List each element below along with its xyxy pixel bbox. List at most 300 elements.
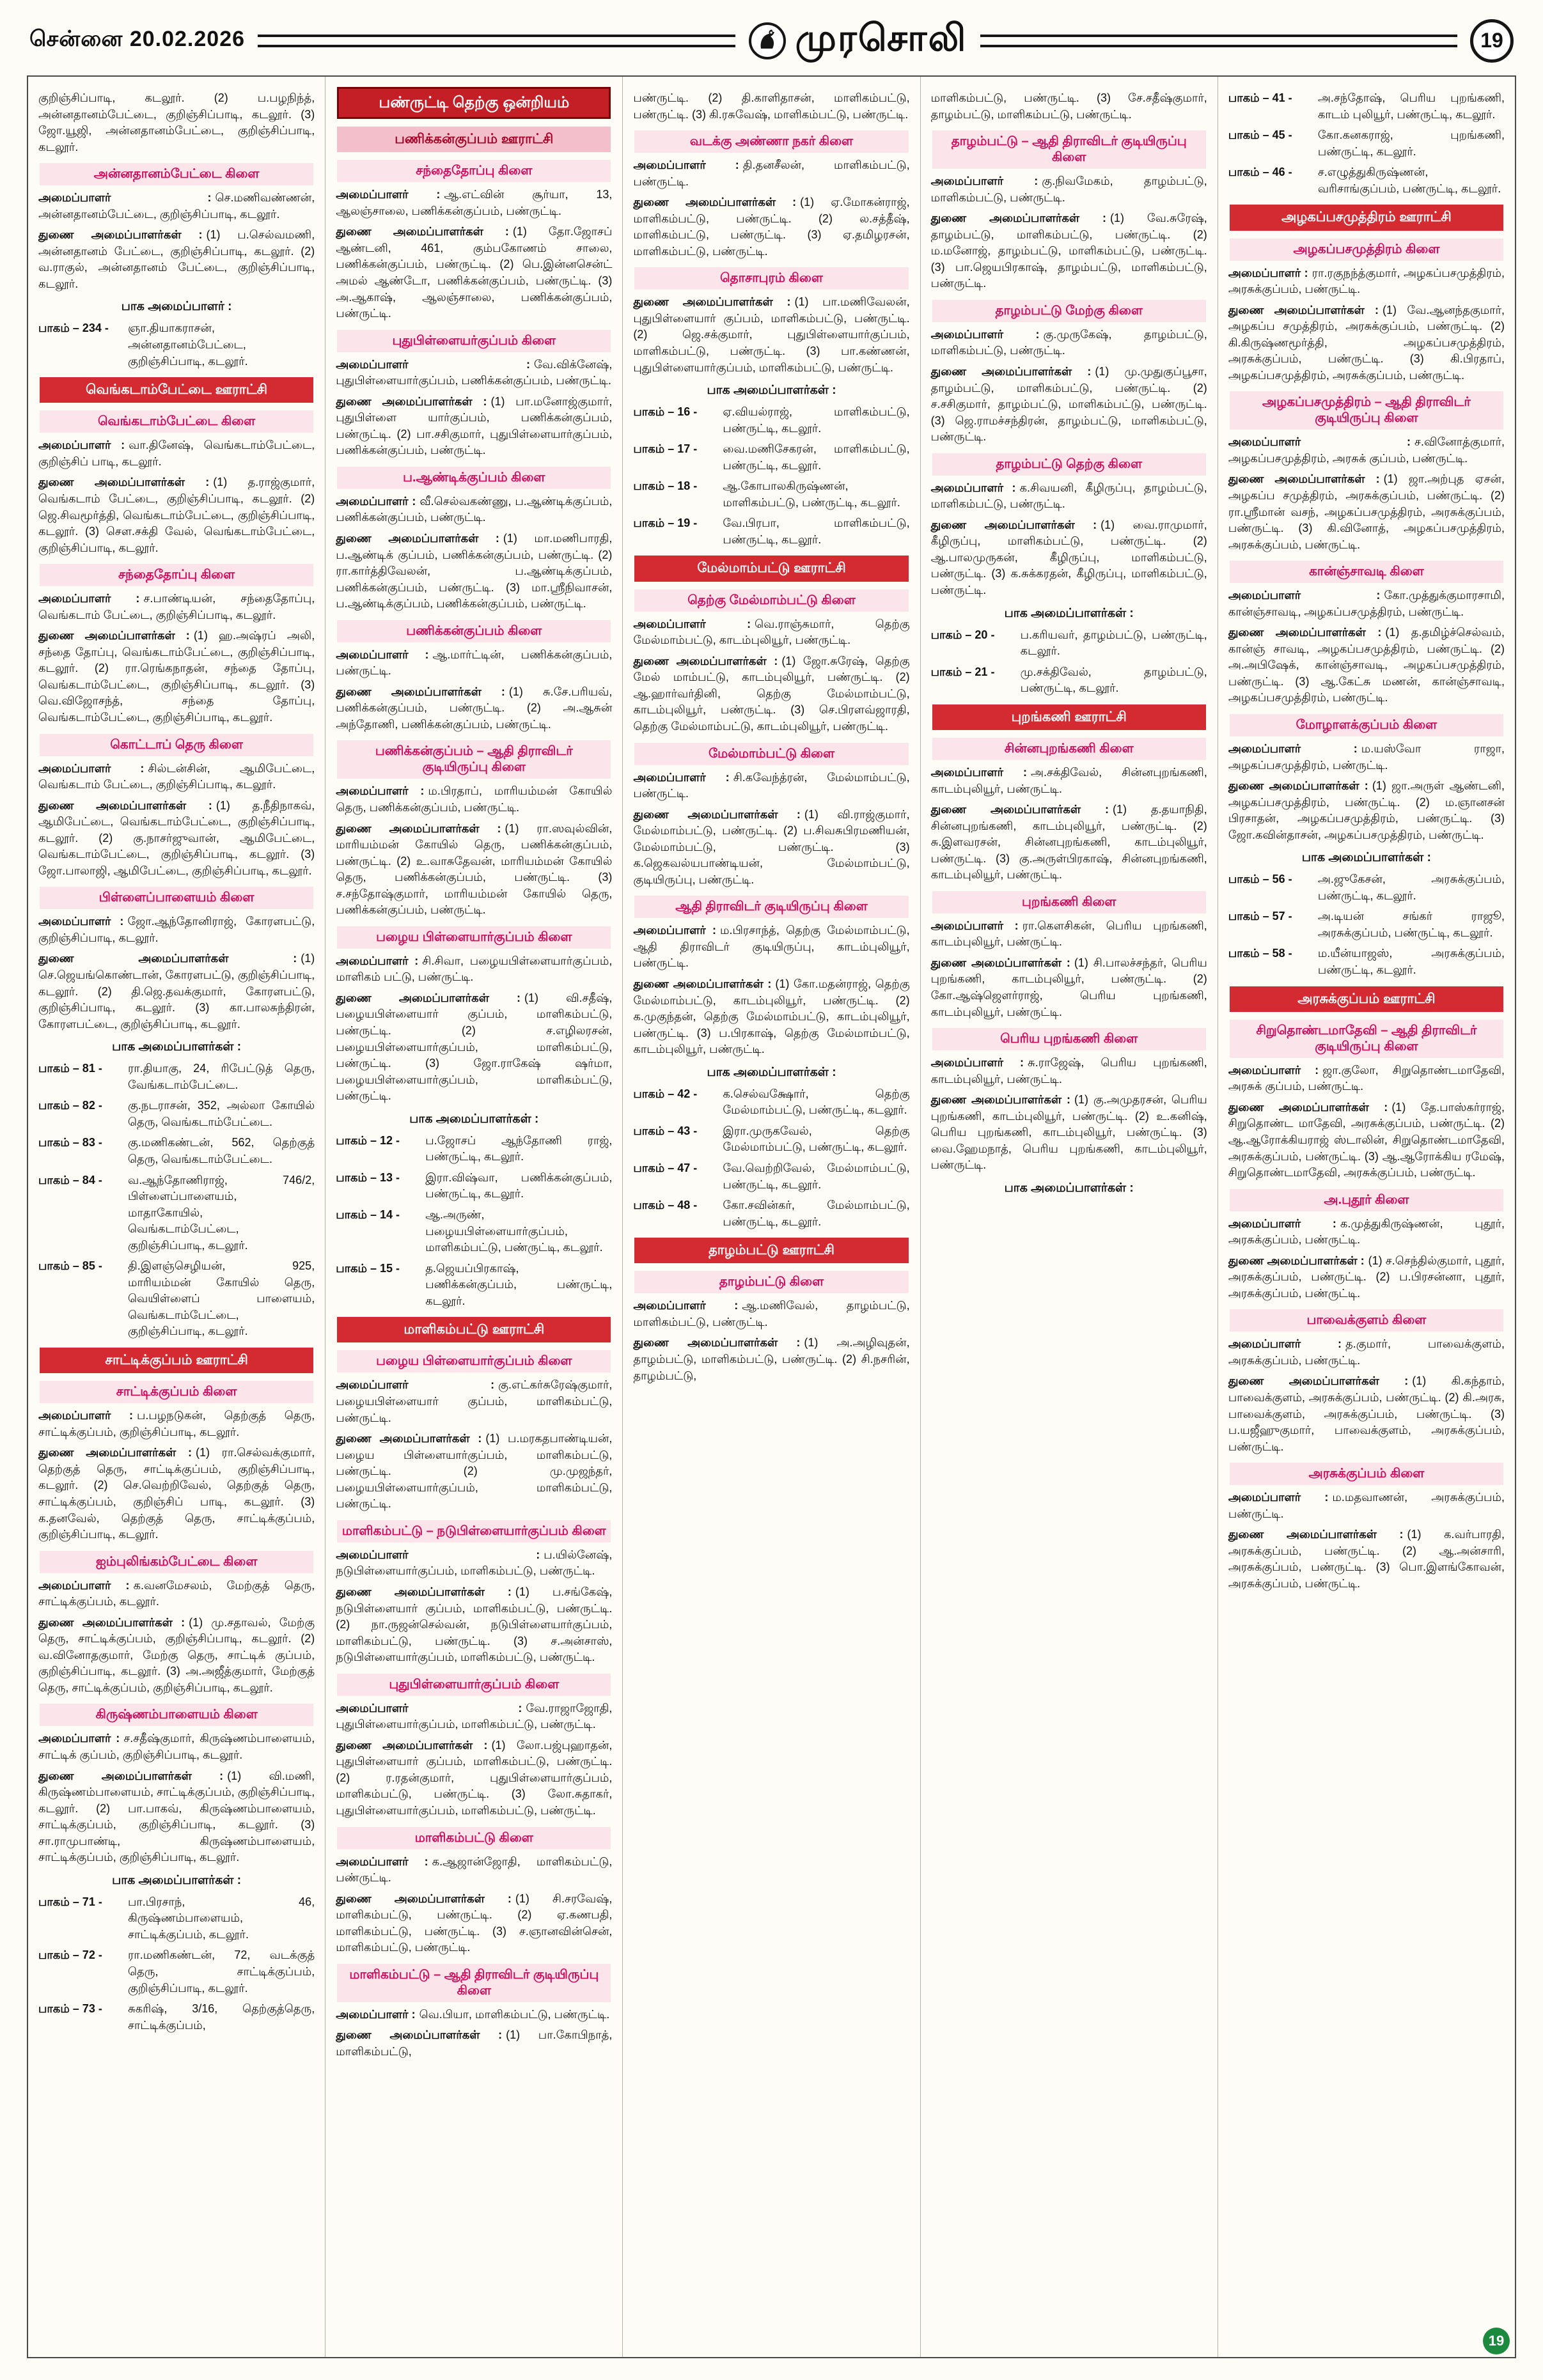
paragraph-text: கோ.முத்துக்குமாரசாமி, கான்ஞ்சாவடி, அழகப்பசமுத்திரம், பண்ருட்டி.	[1228, 589, 1505, 618]
body-paragraph	[336, 1547, 612, 1580]
branch-heading: சந்தைதோப்பு கிளை	[337, 160, 611, 182]
part-entry	[38, 1258, 315, 1340]
branch-heading: சின்னபுறங்கணி கிளை	[932, 738, 1206, 760]
body-paragraph	[336, 990, 612, 1105]
columns-container	[27, 75, 1516, 2358]
part-text: அ.டியன் சங்கர் ராஜூ, அரசுக்குப்பம், பண்ருட்டி, கடலூர்.	[1317, 910, 1505, 939]
paragraph-label: அமைப்பாளர் :	[336, 648, 429, 661]
branch-heading: ஆதி திராவிடர் குடியிருப்பு கிளை	[634, 896, 908, 918]
paragraph-label: துணை அமைப்பாளர்கள் :	[336, 991, 521, 1004]
paragraph-label: துணை அமைப்பாளர்கள் :	[336, 1738, 488, 1752]
part-label: பாகம் – 84 -	[38, 1173, 102, 1186]
branch-heading: மாளிகம்பட்டு – ஆதி திராவிடர் குடியிருப்பு கிளை	[337, 1964, 611, 2002]
paragraph-label: துணை அமைப்பாளர்கள் :	[336, 1585, 512, 1598]
branch-heading: வெங்கடாம்பேட்டை கிளை	[40, 410, 313, 433]
part-text: ரா.மணிகண்டன், 72, வடக்குத் தெரு, சாட்டிக்குப்பம், குறிஞ்சிப்பாடி, கடலூர்.	[128, 1948, 315, 1995]
page-number-bottom-badge: 19	[1483, 2328, 1510, 2354]
part-label: பாகம் – 72 -	[38, 1948, 102, 1962]
part-text: சுகரிஷ், 3/16, தெற்குத்தெரு, சாட்டிக்குப்பம்,	[128, 2002, 315, 2032]
part-entry	[38, 1061, 315, 1093]
body-paragraph	[633, 90, 909, 123]
paragraph-text: (1) ஏ.மோகன்ராஜ், மாளிகம்பட்டு, பண்ருட்டி. (2) ல.சத்தீஷ், மாளிகம்பட்டு, பண்ருட்டி. (3) ஏ.தமிழரசன், மாளிகம்பட்டு, பண்ருட்டி.	[633, 196, 910, 258]
part-label: பாகம் – 83 -	[38, 1136, 102, 1149]
section-subhead: பாக அமைப்பாளர்கள் :	[707, 1065, 836, 1079]
body-paragraph	[1228, 302, 1505, 384]
paragraph-label: அமைப்பாளர் :	[38, 1409, 134, 1422]
paragraph-label: அமைப்பாளர் :	[1228, 1063, 1319, 1077]
part-label: பாகம் – 41 -	[1228, 91, 1292, 104]
part-text: ஞா.தியாகராசன், அன்னதானம்பேட்டை, குறிஞ்சிப்பாடி, கடலூர்.	[128, 322, 248, 368]
part-label: பாகம் – 71 -	[38, 1895, 102, 1908]
paragraph-label: அமைப்பாளர் :	[336, 494, 416, 508]
part-text: வ.ஆந்தோணிராஜ், 746/2, பிள்ளைப்பாளையம், மாதாகோயில், வெங்கடாம்பேட்டை, குறிஞ்சிப்பாடி, கடலூர்.	[128, 1173, 315, 1252]
panchayat-heading: பணிக்கன்குப்பம் ஊராட்சி	[337, 127, 611, 152]
paragraph-label: அமைப்பாளர் :	[1228, 742, 1358, 756]
part-label: பாகம் – 73 -	[38, 2002, 102, 2016]
body-paragraph	[633, 1335, 909, 1384]
panchayat-heading: வெங்கடாம்பேட்டை ஊராட்சி	[40, 377, 313, 403]
part-text: ஆ.கோபாலகிருஷ்ணன், மாளிகம்பட்டு, பண்ருட்டி, கடலூர்.	[723, 479, 900, 509]
body-paragraph	[633, 294, 909, 376]
paragraph-text: சில்டன்சின், ஆமிபேட்டை, வெங்கடாம் பேட்டை, குறிஞ்சிப்பாடி, கடலூர்.	[38, 761, 315, 791]
paragraph-text: (1) வை.ராமுமார், கீழிருப்பு, மாளிகம்பட்டு, பண்ருட்டி. (2) ஆ.பாலமுருகன், கீழிருப்பு, மாளிகம்பட்டு, பண்ருட்டி. (3) க.சுக்கரதன், கீழிருப்பு, மாளிகம்பட்டு, பண்ருட்டி.	[930, 518, 1207, 597]
paragraph-label: அமைப்பாளர் :	[336, 954, 419, 967]
body-paragraph	[38, 1768, 315, 1866]
part-text: பா.பிரசாந், 46, கிருஷ்ணம்பாளையம், சாட்டிக்குப்பம், கடலூர்.	[128, 1895, 315, 1941]
paragraph-text: சு.ராஜேஷ், பெரிய புறங்கணி, காடம்புலியூர், பண்ருட்டி.	[930, 1056, 1207, 1085]
branch-heading: அன்னதானம்பேட்டை கிளை	[40, 163, 313, 185]
paragraph-label: துணை அமைப்பாளர்கள் :	[38, 1615, 185, 1629]
body-paragraph	[633, 770, 909, 802]
body-paragraph	[633, 157, 909, 190]
body-paragraph	[931, 364, 1207, 446]
section-subhead: பாக அமைப்பாளர்கள் :	[409, 1112, 539, 1126]
body-paragraph	[633, 653, 909, 735]
paragraph-label: அமைப்பாளர் :	[1228, 1491, 1329, 1504]
paragraph-text: ஆ.எட்வின் சூர்யா, 13, ஆலஞ்சாலை, பணிக்கன்குப்பம், பண்ருட்டி.	[336, 188, 613, 217]
section-subhead: பாக அமைப்பாளர்கள் :	[1004, 606, 1134, 620]
edition-date: சென்னை 20.02.2026	[29, 27, 246, 51]
branch-heading: ஐம்புலிங்கம்பேட்டை கிளை	[40, 1551, 313, 1573]
part-entry	[633, 515, 909, 548]
body-paragraph	[336, 821, 612, 919]
part-entry	[38, 1098, 315, 1130]
branch-heading: மேல்மாம்பட்டு கிளை	[634, 743, 908, 765]
part-label: பாகம் – 42 -	[633, 1087, 698, 1100]
body-paragraph	[336, 531, 612, 612]
page-number-badge: 19	[1470, 19, 1514, 63]
body-paragraph	[633, 194, 909, 260]
body-paragraph	[931, 327, 1207, 359]
body-paragraph	[336, 1377, 612, 1426]
paragraph-text: (1) த.தயாநிதி, சின்னபுறங்கணி, காடம்புலியூர், பண்ருட்டி. (2) சு.இளவரசன், சின்னபுறங்கணி, காடம்புலியூர், பண்ருட்டி. (3) கு.அருள்பிரகாஷ், சின்னபுறங்கணி, காடம்புலியூர், பண்ருட்டி.	[930, 803, 1207, 882]
part-entry	[1228, 945, 1505, 978]
part-entry	[633, 478, 909, 511]
part-label: பாகம் – 18 -	[633, 479, 698, 493]
part-label: பாகம் – 81 -	[38, 1062, 102, 1075]
branch-heading: மாளிகம்பட்டு – நடுபிள்ளையார்குப்பம் கிளை	[337, 1520, 611, 1543]
paragraph-text: வெ.ராஞ்சுமார், தெற்கு மேல்மாம்பட்டு, காடம்புலியூர், பண்ருட்டி.	[633, 617, 910, 647]
paragraph-text: (1) வி.சதீஷ், பழையபிள்ளையார் குப்பம், மாளிகம்பட்டு, பண்ருட்டி. (2) ச.எழிலரசன், பழையபிள்ளையார்குப்பம், மாளிகம்பட்டு, பண்ருட்டி. (3) ஜோ.ராகேஷ் ஷர்மா, பழையபிள்ளையார்குப்பம், மாளிகம்பட்டு, பண்ருட்டி.	[336, 991, 613, 1103]
paragraph-text: குறிஞ்சிப்பாடி, கடலூர். (2) ப.பழநிந்த், அன்னதானம்பேட்டை, குறிஞ்சிப்பாடி, கடலூர். (3) ஜோ.யூஜி, அன்னதானம்பேட்டை, குறிஞ்சிப்பாடி, கடலூர்.	[38, 91, 315, 153]
body-paragraph	[1228, 625, 1505, 706]
branch-heading: தாழம்பட்டு தெற்கு கிளை	[932, 453, 1206, 476]
header-rule-left	[258, 35, 735, 47]
branch-heading: அழகப்பசமுத்திரம் – ஆதி திராவிடர் குடியிருப்பு கிளை	[1230, 391, 1503, 430]
body-paragraph	[336, 2007, 612, 2023]
body-paragraph	[931, 480, 1207, 513]
paragraph-text: (1) வே.சுரேஷ், தாழம்பட்டு, மாளிகம்பட்டு, பண்ருட்டி. (2) ம.மனோஜ், தாழம்பட்டு, மாளிகம்பட்டு, பண்ருட்டி. (3) பா.ஜெயபிரகாஷ், தாழம்பட்டு, மாளிகம்பட்டு, பண்ருட்டி.	[930, 212, 1207, 290]
newspaper-column-3	[623, 77, 920, 2357]
page-header	[0, 0, 1543, 72]
part-text: கோ.சவின்கர், மேல்மாம்பட்டு, பண்ருட்டி, கடலூர்.	[723, 1199, 910, 1228]
paragraph-label: துணை அமைப்பாளர்கள் :	[336, 821, 501, 835]
body-paragraph	[336, 394, 612, 459]
body-paragraph	[336, 1431, 612, 1513]
paragraph-text: (1) ப.சங்கேஷ், நடுபிள்ளையார் குப்பம், மாளிகம்பட்டு, பண்ருட்டி. (2) நா.ருஜன்செல்வன், நடுபிள்ளையார்குப்பம், மாளிகம்பட்டு, பண்ருட்டி. (3) ச.அன்சாஸ், நடுபிள்ளையார்குப்பம், மாளிகம்பட்டு, பண்ருட்டி.	[336, 1585, 613, 1664]
part-text: வை.மணிசேகரன், மாளிகம்பட்டு, பண்ருட்டி, கடலூர்.	[723, 442, 910, 472]
paragraph-label: அமைப்பாளர் :	[38, 915, 124, 928]
body-paragraph	[336, 224, 612, 322]
paragraph-label: அமைப்பாளர் :	[930, 1056, 1024, 1069]
union-block-heading: பண்ருட்டி தெற்கு ஒன்றியம்	[337, 87, 611, 119]
paragraph-text: (1) ஜோ.சுரேஷ், தெற்கு மேல் மாம்பட்டு, காடம்புலியூர், பண்ருட்டி. (2) ஆ.ஹார்வர்தினி, தெற்கு மேல்மாம்பட்டு, காடம்புலியூர், பண்ருட்டி. (3) செ.பிரளவ்ஜாரதி, தெற்கு மேல்மாம்பட்டு, காடம்புலியூர், பண்ருட்டி.	[633, 654, 910, 733]
branch-heading: அரசுக்குப்பம் கிளை	[1230, 1463, 1503, 1485]
part-entry	[633, 1086, 909, 1119]
body-paragraph	[38, 90, 315, 155]
paragraph-text: செ.மணிவண்ணன், அன்னதானம்பேட்டை, குறிஞ்சிப்பாடி, கடலூர்.	[38, 191, 315, 221]
branch-heading: புதுபிள்ளையார்குப்பம் கிளை	[337, 1674, 611, 1696]
paragraph-label: துணை அமைப்பாளர்கள் :	[336, 394, 487, 408]
paragraph-label: அமைப்பாளர் :	[336, 784, 425, 798]
part-label: பாகம் – 19 -	[633, 517, 698, 530]
part-entry	[38, 1894, 315, 1943]
paragraph-text: (1) கோ.மதன்ராஜ், தெற்கு மேல்மாம்பட்டு, காடம்புலியூர், பண்ருட்டி. (2) க.முகுந்தன், தெற்கு மேல்மாம்பட்டு, காடம்புலியூர், பண்ருட்டி. (3) ப.பிரகாஷ், தெற்கு மேல்மாம்பட்டு, காடம்புலியூர், பண்ருட்டி.	[633, 977, 910, 1056]
part-label: பாகம் – 14 -	[336, 1208, 400, 1221]
body-paragraph	[38, 591, 315, 623]
paragraph-label: துணை அமைப்பாளர்கள் :	[1228, 1374, 1409, 1388]
branch-heading: தாழம்பட்டு கிளை	[634, 1271, 908, 1293]
body-paragraph	[336, 647, 612, 680]
paragraph-label: அமைப்பாளர் :	[336, 2007, 416, 2021]
paragraph-label: அமைப்பாளர் :	[38, 439, 125, 452]
paragraph-label: துணை அமைப்பாளர்கள் :	[1228, 472, 1380, 486]
panchayat-heading: சாட்டிக்குப்பம் ஊராட்சி	[40, 1348, 313, 1373]
paragraph-text: (1) ஜா.அற்புத ஏசன், அழகப்ப சமுத்திரம், அரசுக்குப்பம், பண்ருட்டி. (2) ரா.ஸ்ரீமான் வசந், அழகப்பசமுத்திரம், அரசுக்குப்பம், பண்ருட்டி. (3) கி.வினோத், அழகப்பசமுத்திரம், அரசுக்குப்பம், பண்ருட்டி.	[1228, 472, 1505, 551]
body-paragraph	[1228, 1062, 1505, 1095]
newspaper-column-4	[921, 77, 1218, 2357]
part-text: கு.நடராசன், 352, அல்லா கோயில் தெரு, வெங்கடாம்பேட்டை.	[128, 1099, 315, 1128]
branch-heading: வடக்கு அண்ணா நகர் கிளை	[634, 130, 908, 153]
part-label: பாகம் – 45 -	[1228, 128, 1292, 142]
paragraph-text: க.ஆஜான்ஜோதி, மாளிகம்பட்டு, பண்ருட்டி.	[336, 1855, 613, 1885]
paragraph-label: அமைப்பாளர் :	[633, 159, 739, 172]
paragraph-label: அமைப்பாளர் :	[336, 188, 441, 201]
branch-heading: பிள்ளைப்பாளையம் கிளை	[40, 887, 313, 909]
part-label: பாகம் – 46 -	[1228, 166, 1292, 179]
header-rule-right	[980, 35, 1457, 47]
paragraph-text: (1) க.வர்பாரதி, அரசுக்குப்பம், பண்ருட்டி. (2) ஆ.அன்சாரி, அரசுக்குப்பம், பண்ருட்டி. (3) பொ.இளங்கோவன், அரசுக்குப்பம், பண்ருட்டி.	[1228, 1528, 1505, 1590]
branch-heading: கான்ஞ்சாவடி கிளை	[1230, 561, 1503, 583]
body-paragraph	[633, 976, 909, 1058]
paragraph-label: அமைப்பாளர் :	[1228, 589, 1381, 602]
body-paragraph	[336, 1584, 612, 1666]
body-paragraph	[931, 1055, 1207, 1087]
part-entry	[633, 441, 909, 474]
branch-heading: சிறுதொண்டமாதேவி – ஆதி திராவிடர் குடியிருப்பு கிளை	[1230, 1020, 1503, 1058]
section-subhead: பாக அமைப்பாளர்கள் :	[112, 1873, 242, 1887]
part-text: இரா.விஷ்வா, பணிக்கன்குப்பம், பண்ருட்டி, கடலூர்.	[425, 1171, 613, 1201]
paragraph-label: துணை அமைப்பாளர்கள் :	[633, 1336, 801, 1349]
body-paragraph	[1228, 587, 1505, 620]
branch-heading: அழகப்பசமுத்திரம் கிளை	[1230, 238, 1503, 261]
paragraph-text: ம.யஸ்வோ ராஜா, அழகப்பசமுத்திரம், பண்ருட்டி.	[1228, 742, 1505, 772]
paragraph-text: ரா.கௌசிகன், பெரிய புறங்கணி, காடம்புலியூர், பண்ருட்டி.	[930, 919, 1207, 949]
masthead	[748, 17, 967, 65]
branch-heading: புதுபிள்ளையர்குப்பம் கிளை	[337, 330, 611, 352]
paragraph-text: (1) லோ.பஜ்புஹாதன், புதுபிள்ளையார் குப்பம், மாளிகம்பட்டு, பண்ருட்டி. (2) ர.ரதன்குமார், புதுபிள்ளையார்குப்பம், மாளிகம்பட்டு, பண்ருட்டி. (3) லோ.சுதாகர், புதுபிள்ளையார்குப்பம், மாளிகம்பட்டு, பண்ருட்டி.	[336, 1738, 613, 1817]
part-label: பாகம் – 57 -	[1228, 910, 1292, 923]
part-text: அ.சந்தோஷ், பெரிய புறங்கணி, காடம் புலியூர், பண்ருட்டி, கடலூர்.	[1317, 91, 1505, 121]
paragraph-label: அமைப்பாளர் :	[336, 1855, 428, 1868]
paragraph-text: பண்ருட்டி. (2) தி.காளிதாசன், மாளிகம்பட்டு, பண்ருட்டி. (3) கி.ரசுவேஷ், மாளிகம்பட்டு, பண்ருட்டி.	[633, 91, 910, 121]
part-entry	[38, 1135, 315, 1167]
paragraph-text: (1) பா.மனோஜ்குமார், புதுபிள்ளை யார்குப்பம், பணிக்கன்குப்பம், பண்ருட்டி. (2) பா.சசிகுமார், புதுபிள்ளையார்குப்பம், பணிக்கன்குப்பம், பண்ருட்டி.	[336, 394, 613, 457]
panchayat-heading: அழகப்பசமுத்திரம் ஊராட்சி	[1230, 205, 1503, 230]
body-paragraph	[336, 1891, 612, 1956]
body-paragraph	[931, 1092, 1207, 1174]
part-label: பாகம் – 82 -	[38, 1099, 102, 1112]
body-paragraph	[336, 357, 612, 389]
paragraph-label: துணை அமைப்பாளர்கள் :	[1228, 303, 1379, 316]
part-entry	[1228, 90, 1505, 123]
rooster-logo-icon	[748, 22, 787, 60]
paragraph-text: ச.சதீஷ்குமார், கிருஷ்ணம்பாளையம், சாட்டிக் குப்பம், குறிஞ்சிப்பாடி, கடலூர்.	[38, 1732, 315, 1761]
part-label: பாகம் – 21 -	[930, 665, 995, 678]
paragraph-text: (1) ரா.செல்வக்குமார், தெற்குத் தெரு, சாட்டிக்குப்பம், குறிஞ்சிப்பாடி, கடலூர். (2) செ.வெற்றிவேல், தெற்குத் தெரு, சாட்டிக்குப்பம், குறிஞ்சிப் பாடி, கடலூர். (3) க.தனவேல், தெற்குத் தெரு, சாட்டிக்குப்பம், குறிஞ்சிப்பாடி, கடலூர்.	[38, 1446, 315, 1541]
body-paragraph	[1228, 471, 1505, 553]
paragraph-text: (1) பா.கோபிநாத், மாளிகம்பட்டு,	[336, 2028, 613, 2058]
body-paragraph	[38, 951, 315, 1032]
paragraph-label: அமைப்பாளர் :	[930, 481, 1016, 494]
part-label: பாகம் – 85 -	[38, 1259, 102, 1273]
paragraph-text: கு.முருகேஷ், தாழம்பட்டு, மாளிகம்பட்டு, பண்ருட்டி.	[930, 327, 1207, 357]
paragraph-label: அமைப்பாளர் :	[633, 617, 751, 630]
branch-heading: தெற்கு மேல்மாம்பட்டு கிளை	[634, 589, 908, 612]
body-paragraph	[1228, 1100, 1505, 1181]
paragraph-label: அமைப்பாளர் :	[336, 1548, 540, 1561]
paragraph-label: அமைப்பாளர் :	[633, 924, 717, 937]
part-text: கு.மணிகண்டன், 562, தெற்குத் தெரு, வெங்கடாம்பேட்டை.	[128, 1136, 315, 1165]
part-label: பாகம் – 56 -	[1228, 873, 1292, 886]
paragraph-text: ம.பிரதாப், மாரியம்மன் கோயில் தெரு, பணிக்கன்குப்பம், பண்ருட்டி.	[336, 784, 613, 814]
paragraph-label: துணை அமைப்பாளர்கள் :	[930, 212, 1106, 225]
body-paragraph	[931, 90, 1207, 123]
part-label: பாகம் – 234 -	[38, 322, 109, 335]
branch-heading: ப.ஆண்டிக்குப்பம் கிளை	[337, 467, 611, 489]
body-paragraph	[931, 955, 1207, 1020]
paragraph-text: வே.விக்னேஷ், புதுபிள்ளையார்குப்பம், பணிக்கன்குப்பம், பண்ருட்டி.	[336, 357, 613, 387]
paragraph-text: (1) வி.மணி, கிருஷ்ணம்பாளையம், சாட்டிக்குப்பம், குறிஞ்சிப்பாடி, கடலூர். (2) பா.பாகவ், கிருஷ்ணம்பாளையம், சாட்டிக்குப்பம், குறிஞ்சிப்பாடி, கடலூர். (3) சா.ராமுபாண்டி, கிருஷ்ணம்பாளையம், சாட்டிக்குப்பம், குறிஞ்சிப்பாடி, கடலூர்.	[38, 1769, 315, 1864]
paragraph-label: துணை அமைப்பாளர்கள் :	[633, 295, 791, 309]
part-entry	[1228, 164, 1505, 197]
paragraph-text: (1) ரா.ஸவுல்வின், மாரியம்மன் கோயில் தெரு, பணிக்கன்குப்பம், பண்ருட்டி. (2) உ.வாசுதேவன், மாரியம்மன் கோயில் தெரு, பணிக்கன்குப்பம், பண்ருட்டி. (3) ச.சந்தோஷ்குமார், மாரியம்மன் கோயில் தெரு, பணிக்கன்குப்பம், பண்ருட்டி.	[336, 821, 613, 917]
paragraph-text: (1) சி.பாலச்சந்தர், பெரிய புறங்கணி, காடம்புலியூர், பண்ருட்டி. (2) கோ.ஆஷ்ஜெளர்ராஜ், பெரிய புறங்கணி, காடம்புலியூர், பண்ருட்டி.	[930, 956, 1207, 1018]
part-label: பாகம் – 43 -	[633, 1124, 698, 1137]
branch-heading: மாளிகம்பட்டு கிளை	[337, 1827, 611, 1849]
paragraph-label: துணை அமைப்பாளர்கள் :	[633, 654, 778, 667]
part-text: ஆ.அருண், பழையபிள்ளையார்குப்பம், மாளிகம்பட்டு, பண்ருட்டி, கடலூர்.	[425, 1208, 603, 1254]
paragraph-label: துணை அமைப்பாளர்கள் :	[38, 798, 212, 812]
body-paragraph	[336, 187, 612, 219]
paragraph-label: துணை அமைப்பாளர்கள் :	[930, 365, 1092, 378]
panchayat-heading: தாழம்பட்டு ஊராட்சி	[634, 1238, 908, 1263]
body-paragraph	[633, 807, 909, 889]
branch-heading: பழைய பிள்ளையார்குப்பம் கிளை	[337, 1350, 611, 1373]
part-entry	[336, 1261, 612, 1310]
paragraph-label: அமைப்பாளர் :	[930, 919, 1019, 932]
body-paragraph	[38, 1578, 315, 1610]
part-entry	[38, 2001, 315, 2034]
part-entry	[633, 1197, 909, 1230]
part-text: ச.எழுத்துகிருஷ்ணன், வரிசாங்குப்பம், பண்ருட்டி, கடலூர்.	[1317, 166, 1501, 195]
paragraph-label: துணை அமைப்பாளர்கள் :	[633, 196, 797, 209]
body-paragraph	[38, 761, 315, 793]
part-label: பாகம் – 16 -	[633, 405, 698, 419]
part-entry	[1228, 127, 1505, 160]
body-paragraph	[38, 1731, 315, 1763]
paragraph-text: ஆ.மணிவேல், தாழம்பட்டு, மாளிகம்பட்டு, பண்ருட்டி.	[633, 1299, 910, 1328]
paragraph-text: த.குமார், பாவைக்குளம், அரசுக்குப்பம், பண்ருட்டி.	[1228, 1337, 1505, 1367]
paragraph-text: (1) த.தமிழ்ச்செல்வம், கான்ஞ் சாவடி, அழகப்பசமுத்திரம், பண்ருட்டி. (2) அ.அபிஷேக், கான்ஞ்சாவடி, அழகப்பசமுத்திரம், பண்ருட்டி. (3) ஆ.கேட்சு மணன், கான்ஞ்சாவடி, அழகப்பசமுத்திரம், பண்ருட்டி.	[1228, 626, 1505, 704]
body-paragraph	[38, 914, 315, 946]
body-paragraph	[633, 616, 909, 649]
body-paragraph	[633, 922, 909, 972]
paragraph-label: துணை அமைப்பாளர்கள் :	[336, 685, 505, 698]
paragraph-text: (1) தோ.ஜோசப் ஆண்டனி, 461, கும்பகோணம் சாலை, பணிக்கன்குப்பம், பண்ருட்டி. (2) பெ.இன்னசென்ட் அமல் ஆண்டோ, பணிக்கன்குப்பம், பண்ருட்டி. (3) அ.ஆகாஷ், ஆலஞ்சாலை, பணிக்கன்குப்பம், பண்ருட்டி.	[336, 225, 613, 320]
part-text: தி.இளஞ்செழியன், 925, மாரியம்மன் கோயில் தெரு, வெயிள்ளைப் பாளையம், வெங்கடாம்பேட்டை, குறிஞ்சிப்பாடி, கடலூர்.	[128, 1259, 315, 1338]
section-subhead: பாக அமைப்பாளர்கள் :	[1004, 1181, 1134, 1195]
paragraph-text: ஜா.குலோ, சிறுதொண்டமாதேவி, அரசுக் குப்பம், பண்ருட்டி.	[1228, 1063, 1505, 1093]
paragraph-label: அமைப்பாளர் :	[38, 191, 212, 205]
part-text: க.செல்வக்ஷோர், தெற்கு மேல்மாம்பட்டு, பண்ருட்டி, கடலூர்.	[723, 1087, 910, 1117]
panchayat-heading: அரசுக்குப்பம் ஊராட்சி	[1230, 986, 1503, 1012]
paragraph-label: துணை அமைப்பாளர்கள் :	[38, 1769, 224, 1782]
paragraph-text: ம.பிரசாந்த், தெற்கு மேல்மாம்பட்டு, ஆதி திராவிடர் குடியிருப்பு, காடம்புலியூர், பண்ருட்டி.	[633, 924, 910, 970]
body-paragraph	[1228, 1373, 1505, 1455]
paragraph-label: அமைப்பாளர் :	[38, 1578, 130, 1592]
paragraph-label: அமைப்பாளர் :	[930, 175, 1038, 188]
paragraph-text: ப.பழநடுகன், தெற்குத் தெரு, சாட்டிக்குப்பம், குறிஞ்சிப்பாடி, கடலூர்.	[38, 1409, 315, 1438]
newspaper-column-1	[28, 77, 325, 2357]
body-paragraph	[336, 494, 612, 526]
body-paragraph	[38, 1408, 315, 1440]
paragraph-label: துணை அமைப்பாளர்கள் :	[1228, 1100, 1388, 1114]
part-entry	[38, 1172, 315, 1254]
paragraph-label: துணை அமைப்பாளர்கள் :	[38, 476, 210, 489]
body-paragraph	[336, 953, 612, 986]
paragraph-text: (1) வே.ஆனந்தகுமார், அழகப்ப சமுத்திரம், அரசுக்குப்பம், பண்ருட்டி. (2) கி.கிருஷ்ணமூர்த்தி, அழகப்பசமுத்திரம், அரசுக்குப்பம், பண்ருட்டி. (3) கி.பிரதாப், அழகப்பசமுத்திரம், அரசுக்குப்பம், பண்ருட்டி.	[1228, 303, 1505, 382]
paragraph-label: துணை அமைப்பாளர்கள் :	[1228, 1528, 1404, 1541]
body-paragraph	[931, 802, 1207, 883]
masthead-title: முரசொலி	[795, 17, 967, 59]
body-paragraph	[38, 190, 315, 222]
paragraph-label: அமைப்பாளர் :	[38, 761, 145, 775]
paragraph-label: அமைப்பாளர் :	[336, 357, 531, 371]
paragraph-text: க.சிவயனி, கீழிருப்பு, தாழம்பட்டு, மாளிகம்பட்டு, பண்ருட்டி.	[930, 481, 1207, 511]
paragraph-text: (1) கு.அமுதரசன், பெரிய புறங்கணி, காடம்புலியூர், பண்ருட்டி. (2) உ.கனிஷ், பெரிய புறங்கணி, காடம்புலியூர், பண்ருட்டி. (3) வை.ஹேமநாத், பெரிய புறங்கணி, காடம்புலியூர், பண்ருட்டி.	[930, 1093, 1207, 1172]
paragraph-text: சி.கவேந்த்ரன், மேல்மாம்பட்டு, பண்ருட்டி.	[633, 770, 910, 800]
body-paragraph	[931, 765, 1207, 797]
body-paragraph	[1228, 1336, 1505, 1369]
body-paragraph	[1228, 1253, 1505, 1302]
paragraph-text: (1) ச.செந்தில்குமார், புதூர், அரசுக்குப்பம், பண்ருட்டி. (2) ப.பிரசன்னா, புதூர், அரசுக்குப்பம், பண்ருட்டி.	[1228, 1254, 1505, 1300]
body-paragraph	[633, 1298, 909, 1330]
paragraph-label: துணை அமைப்பாளர்கள் :	[633, 807, 801, 821]
section-subhead: பாக அமைப்பாளர் :	[121, 300, 232, 314]
paragraph-text: வீ.செல்வகண்ணு, ப.ஆண்டிக்குப்பம், பணிக்கன்குப்பம், பண்ருட்டி.	[336, 494, 613, 524]
paragraph-text: மாளிகம்பட்டு, பண்ருட்டி. (3) சே.சதீஷ்குமார், தாழம்பட்டு, மாளிகம்பட்டு, பண்ருட்டி.	[930, 91, 1207, 121]
panchayat-heading: மாளிகம்பட்டு ஊராட்சி	[337, 1317, 611, 1342]
paragraph-text: (1) ஹ.அஷ்ரப் அலி, சந்தை தோப்பு, வெங்கடாம்பேட்டை, குறிஞ்சிப்பாடி, கடலூர். (2) ரா.ரெங்கநாதன், சந்தை தோப்பு, வெங்கடாம்பேட்டை, குறிஞ்சிப்பாடி, கடலூர். (3) வெ.விஜோசந்த், சந்தை தோப்பு, வெங்கடாம்பேட்டை, குறிஞ்சிப்பாடி, கடலூர்.	[38, 629, 315, 724]
body-paragraph	[336, 783, 612, 816]
paragraph-label: அமைப்பாளர் :	[336, 1701, 522, 1715]
branch-heading: கிருஷ்ணம்பாளையம் கிளை	[40, 1704, 313, 1726]
paragraph-label: துணை அமைப்பாளர்கள் :	[930, 1093, 1070, 1107]
paragraph-text: (1) த.ராஜ்குமார், வெங்கடாம் பேட்டை, குறிஞ்சிப்பாடி, கடலூர். (2) ஜெ.சிவமூர்த்தி, வெங்கடாம்பேட்டை, குறிஞ்சிப்பாடி, கடலூர். (3) சௌ.சக்தி வேல், வெங்கடாம்பேட்டை, குறிஞ்சிப்பாடி, கடலூர்.	[38, 476, 315, 554]
paragraph-text: (1) சு.சே.பரியவ், பணிக்கன்குப்பம், பண்ருட்டி. (2) அ.ஆசுன் அந்தோணி, பணிக்கன்குப்பம், பண்ருட்டி.	[336, 685, 613, 731]
paragraph-label: துணை அமைப்பாளர்கள் :	[38, 629, 190, 642]
part-entry	[633, 404, 909, 437]
part-label: பாகம் – 15 -	[336, 1261, 400, 1275]
section-subhead: பாக அமைப்பாளர்கள் :	[1301, 851, 1431, 865]
part-label: பாகம் – 12 -	[336, 1133, 400, 1147]
branch-heading: தொசாபுரம் கிளை	[634, 267, 908, 290]
paragraph-text: கு.எட்கர்சுரேஷ்குமார், பழையபிள்ளையார் குப்பம், மாளிகம்பட்டு, பண்ருட்டி.	[336, 1378, 613, 1424]
body-paragraph	[1228, 1216, 1505, 1248]
paragraph-text: ரா.ரகுநந்த்குமார், அழகப்பசமுத்திரம், அரசுக்குப்பம், பண்ருட்டி.	[1228, 266, 1505, 296]
part-label: பாகம் – 48 -	[633, 1199, 698, 1212]
paragraph-text: (1) ப.மரகதபாண்டியன், பழைய பிள்ளையார்குப்பம், மாளிகம்பட்டு, பண்ருட்டி. (2) மு.முஜந்தர், பழையபிள்ளையார்குப்பம், மாளிகம்பட்டு, பண்ருட்டி.	[336, 1432, 613, 1511]
body-paragraph	[336, 2027, 612, 2060]
paragraph-text: சி.சிவா, பழையபிள்ளையார்குப்பம், மாளிகம் பட்டு, பண்ருட்டி.	[336, 954, 613, 984]
body-paragraph	[931, 210, 1207, 292]
panchayat-heading: மேல்மாம்பட்டு ஊராட்சி	[634, 556, 908, 581]
paragraph-label: அமைப்பாளர் :	[633, 1299, 739, 1312]
paragraph-label: அமைப்பாளர் :	[38, 592, 140, 605]
paragraph-text: (1) கி.கந்தாம், பாவைக்குளம், அரசுக்குப்பம், பண்ருட்டி. (2) கி.அரசு, பாவைக்குளம், அரசுக்குப்பம், பண்ருட்டி. (3) ப.யஜீஹுகுமார், பாவைக்குளம், அரசுக்குப்பம், பண்ருட்டி.	[1228, 1374, 1505, 1453]
paragraph-label: துணை அமைப்பாளர்கள் :	[930, 518, 1097, 531]
part-text: வே.பிரபா, மாளிகம்பட்டு, பண்ருட்டி, கடலூர்.	[723, 517, 910, 546]
part-entry	[38, 320, 315, 369]
paragraph-label: துணை அமைப்பாளர்கள் :	[1228, 1254, 1365, 1267]
part-label: பாகம் – 47 -	[633, 1161, 698, 1174]
paragraph-text: (1) மு.முதுகுப்பூசா, தாழம்பட்டு, மாளிகம்பட்டு, பண்ருட்டி. (2) ச.சசிகுமார், தாழம்பட்டு, மாளிகம்பட்டு, பண்ருட்டி. (3) ஜெ.ராமச்சந்திரன், தாழம்பட்டு, மாளிகம்பட்டு, பண்ருட்டி.	[930, 365, 1207, 444]
paragraph-label: அமைப்பாளர் :	[930, 327, 1040, 341]
paragraph-text: ச.பாண்டியன், சந்தைதோப்பு, வெங்கடாம் பேட்டை, குறிஞ்சிப்பாடி, கடலூர்.	[38, 592, 315, 621]
newspaper-column-2	[325, 77, 623, 2357]
paragraph-label: துணை அமைப்பாளர்கள் :	[336, 225, 509, 238]
part-entry	[38, 1947, 315, 1996]
paragraph-text: ப.யில்னேஷ், நடுபிள்ளையார்குப்பம், மாளிகம்பட்டு, பண்ருட்டி.	[336, 1548, 613, 1578]
paragraph-label: அமைப்பாளர் :	[930, 766, 1027, 779]
part-text: ஏ.வியல்ராஜ், மாளிகம்பட்டு, பண்ருட்டி, கடலூர்.	[723, 405, 910, 435]
part-entry	[633, 1123, 909, 1156]
paragraph-label: துணை அமைப்பாளர்கள் :	[1228, 626, 1382, 639]
paragraph-text: (1) ஜா.அருள் ஆண்டனி, அழகப்பசமுத்திரம், பண்ருட்டி. (2) ம.ஞானசன் பிரசாதன், அழகப்பசமுத்திரம், பண்ருட்டி. (3) ஜோ.கவின்தாசன், அழகப்பசமுத்திரம், பண்ருட்டி.	[1228, 779, 1505, 841]
paragraph-label: துணை அமைப்பாளர்கள் :	[38, 228, 203, 242]
paragraph-text: க.முத்துகிருஷ்ணன், புதூர், அரசுக்குப்பம், பண்ருட்டி.	[1228, 1217, 1505, 1247]
